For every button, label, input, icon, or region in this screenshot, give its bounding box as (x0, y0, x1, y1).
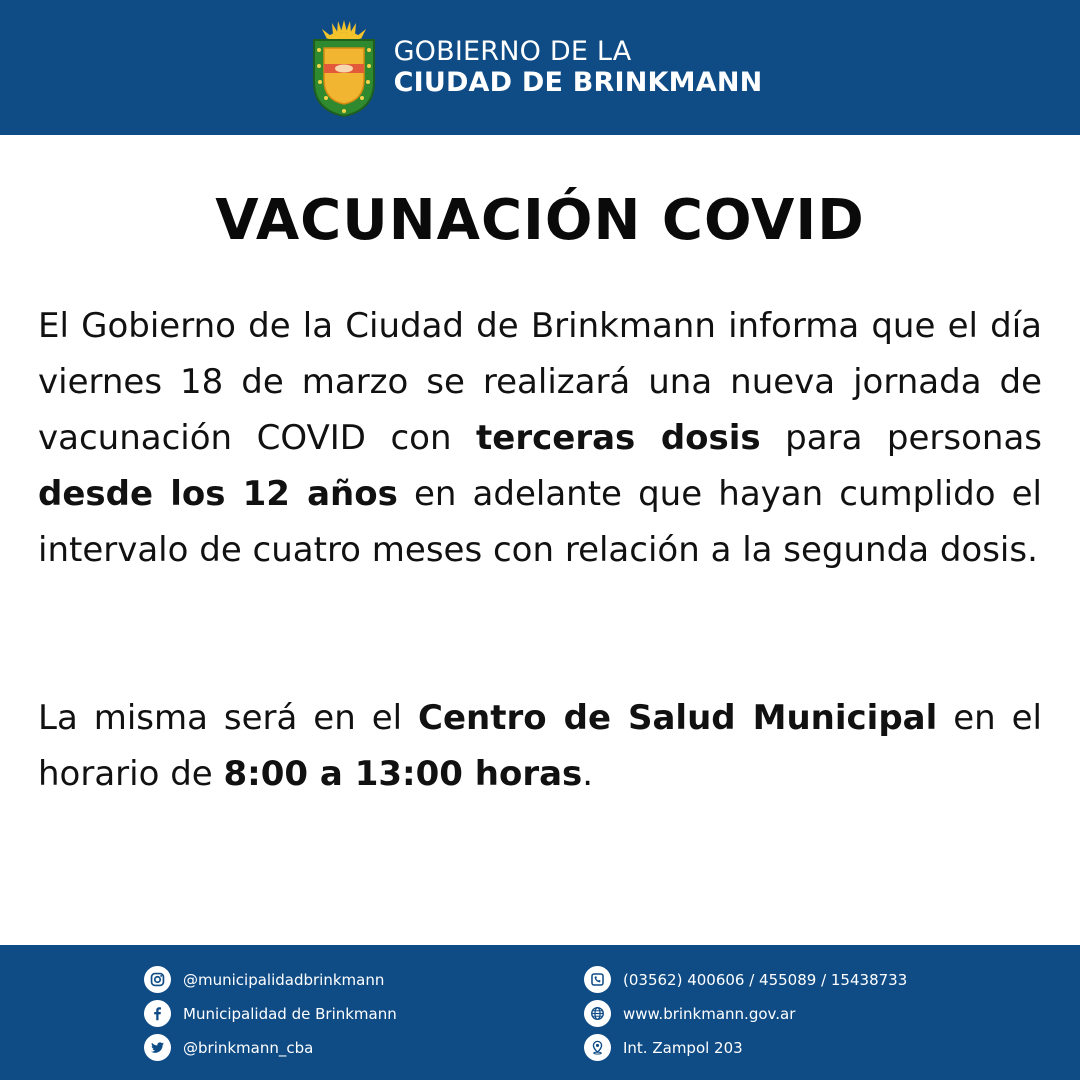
facebook-contact[interactable] (144, 1000, 397, 1027)
instagram-icon (144, 966, 171, 993)
city-coat-of-arms-icon (310, 18, 378, 118)
location-paragraph (38, 690, 1042, 802)
website-url: www.brinkmann.gov.ar (623, 1004, 796, 1023)
page-title: VACUNACIÓN COVID (215, 188, 865, 253)
paragraph-text: en el horario de (38, 698, 1042, 794)
brand-line-2: CIUDAD DE BRINKMANN (393, 66, 763, 98)
paragraph-bold-text: desde los 12 años (38, 474, 398, 514)
paragraph-text: . (582, 754, 594, 794)
facebook-name: Municipalidad de Brinkmann (183, 1004, 397, 1023)
paragraph-bold-text: 8:00 a 13:00 horas (223, 754, 583, 794)
header-bar (0, 0, 1080, 135)
phone-icon (584, 966, 611, 993)
paragraph-text: en adelante que hayan cumplido el intervalo de cuatro meses con relación a la segunda dosis. (38, 474, 1043, 570)
announcement-paragraph (38, 298, 1042, 578)
brand (310, 18, 763, 118)
facebook-icon (144, 1000, 171, 1027)
twitter-handle: @brinkmann_cba (183, 1038, 314, 1057)
instagram-handle: @municipalidadbrinkmann (183, 970, 385, 989)
instagram-contact[interactable] (144, 966, 384, 993)
address-text: Int. Zampol 203 (623, 1038, 743, 1057)
globe-icon (584, 1000, 611, 1027)
address-contact[interactable] (584, 1034, 743, 1061)
website-contact[interactable] (584, 1000, 795, 1027)
paragraph-text: para personas (760, 418, 1043, 458)
paragraph-bold-text: Centro de Salud Municipal (418, 698, 938, 738)
location-pin-icon (584, 1034, 611, 1061)
footer-bar (0, 945, 1080, 1080)
brand-line-1: GOBIERNO DE LA (393, 36, 632, 68)
twitter-icon (144, 1034, 171, 1061)
phone-numbers: (03562) 400606 / 455089 / 15438733 (623, 970, 908, 989)
phone-contact[interactable] (584, 966, 907, 993)
brand-text (394, 37, 763, 97)
paragraph-bold-text: terceras dosis (476, 418, 761, 458)
twitter-contact[interactable] (144, 1034, 313, 1061)
paragraph-text: La misma será en el (38, 698, 419, 738)
paragraph-text: El Gobierno de la Ciudad de Brinkmann informa que el día viernes 18 de marzo se realizará una nueva jornada de vacunación COVID con (38, 306, 1042, 458)
